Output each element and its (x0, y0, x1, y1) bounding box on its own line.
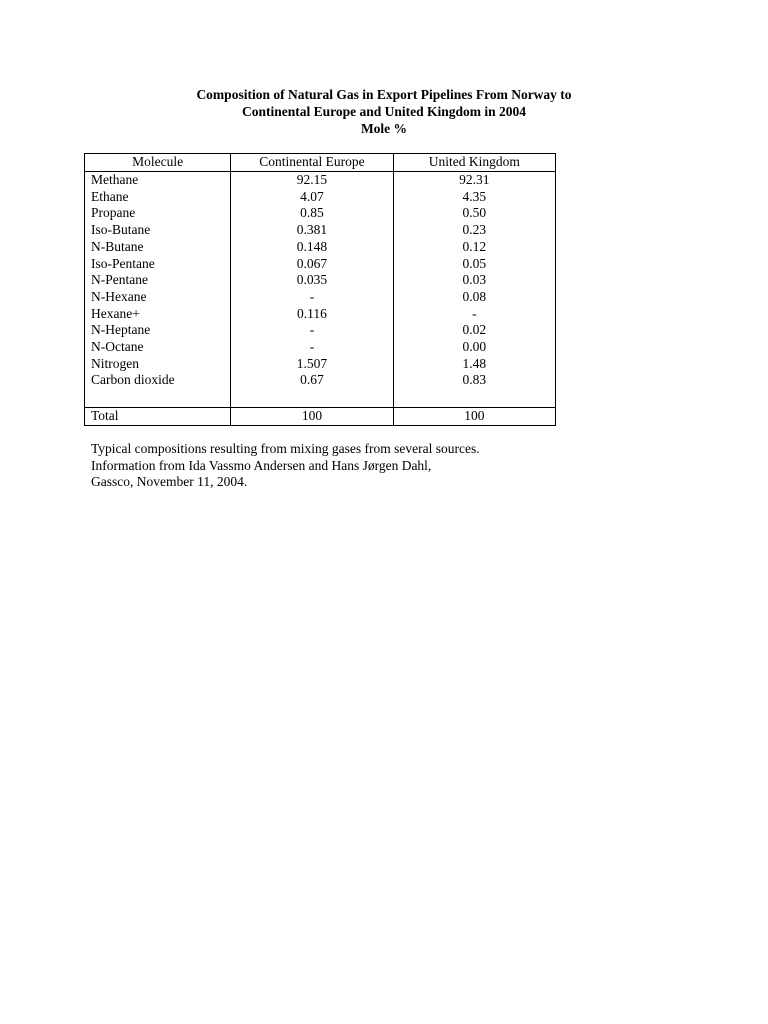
continental-europe-cell: 92.15 (231, 172, 393, 189)
note-line-1: Typical compositions resulting from mixing gases from several sources. (91, 441, 480, 456)
molecule-cell: Carbon dioxide (85, 372, 231, 389)
united-kingdom-cell: 0.50 (393, 205, 555, 222)
united-kingdom-cell: 0.83 (393, 372, 555, 389)
table-row (85, 189, 556, 206)
molecule-cell: Methane (85, 172, 231, 189)
title-line-1: Composition of Natural Gas in Export Pipelines From Norway to (196, 87, 572, 102)
continental-europe-cell: 0.67 (231, 372, 393, 389)
table-row (85, 322, 556, 339)
table-row (85, 289, 556, 306)
united-kingdom-cell: 0.05 (393, 256, 555, 273)
continental-europe-cell: - (231, 322, 393, 339)
molecule-cell: N-Heptane (85, 322, 231, 339)
table-body (85, 172, 556, 426)
table-row (85, 205, 556, 222)
molecule-cell: Nitrogen (85, 356, 231, 373)
table-row (85, 306, 556, 323)
table-header (85, 154, 556, 172)
continental-europe-cell: 0.148 (231, 239, 393, 256)
molecule-cell: N-Hexane (85, 289, 231, 306)
total-united-kingdom: 100 (393, 408, 555, 426)
united-kingdom-cell: 0.08 (393, 289, 555, 306)
united-kingdom-cell: 4.35 (393, 189, 555, 206)
spacer-row (85, 389, 556, 408)
source-notes (91, 441, 651, 491)
united-kingdom-cell: - (393, 306, 555, 323)
united-kingdom-cell: 0.02 (393, 322, 555, 339)
table-row (85, 339, 556, 356)
table-row (85, 272, 556, 289)
total-continental-europe: 100 (231, 408, 393, 426)
title-line-2: Continental Europe and United Kingdom in 2004 (241, 104, 527, 119)
united-kingdom-cell: 0.12 (393, 239, 555, 256)
table-row (85, 239, 556, 256)
table-row (85, 372, 556, 389)
molecule-cell: Propane (85, 205, 231, 222)
continental-europe-cell: 4.07 (231, 189, 393, 206)
table-row (85, 256, 556, 273)
united-kingdom-cell: 0.00 (393, 339, 555, 356)
table-row (85, 222, 556, 239)
molecule-cell: Iso-Butane (85, 222, 231, 239)
document-title (0, 86, 768, 137)
continental-europe-cell: 0.116 (231, 306, 393, 323)
note-line-2: Information from Ida Vassmo Andersen and Hans Jørgen Dahl, (91, 457, 432, 473)
molecule-cell: N-Butane (85, 239, 231, 256)
spacer-cell (85, 389, 231, 408)
continental-europe-cell: 0.035 (231, 272, 393, 289)
molecule-cell: Hexane+ (85, 306, 231, 323)
header-continental-europe: Continental Europe (231, 154, 393, 172)
molecule-cell: N-Octane (85, 339, 231, 356)
molecule-cell: N-Pentane (85, 272, 231, 289)
spacer-cell (231, 389, 393, 408)
continental-europe-cell: 0.381 (231, 222, 393, 239)
united-kingdom-cell: 1.48 (393, 356, 555, 373)
united-kingdom-cell: 92.31 (393, 172, 555, 189)
united-kingdom-cell: 0.23 (393, 222, 555, 239)
header-molecule: Molecule (85, 154, 231, 172)
continental-europe-cell: - (231, 339, 393, 356)
continental-europe-cell: 0.067 (231, 256, 393, 273)
title-line-3: Mole % (360, 121, 408, 136)
united-kingdom-cell: 0.03 (393, 272, 555, 289)
continental-europe-cell: 0.85 (231, 205, 393, 222)
header-united-kingdom: United Kingdom (393, 154, 555, 172)
spacer-cell (393, 389, 555, 408)
note-line-3: Gassco, November 11, 2004. (91, 474, 248, 490)
molecule-cell: Ethane (85, 189, 231, 206)
total-label: Total (85, 408, 231, 426)
continental-europe-cell: - (231, 289, 393, 306)
table-row (85, 172, 556, 189)
header-row (85, 154, 556, 172)
molecule-cell: Iso-Pentane (85, 256, 231, 273)
table-row (85, 356, 556, 373)
composition-table (84, 153, 556, 426)
continental-europe-cell: 1.507 (231, 356, 393, 373)
total-row (85, 408, 556, 426)
